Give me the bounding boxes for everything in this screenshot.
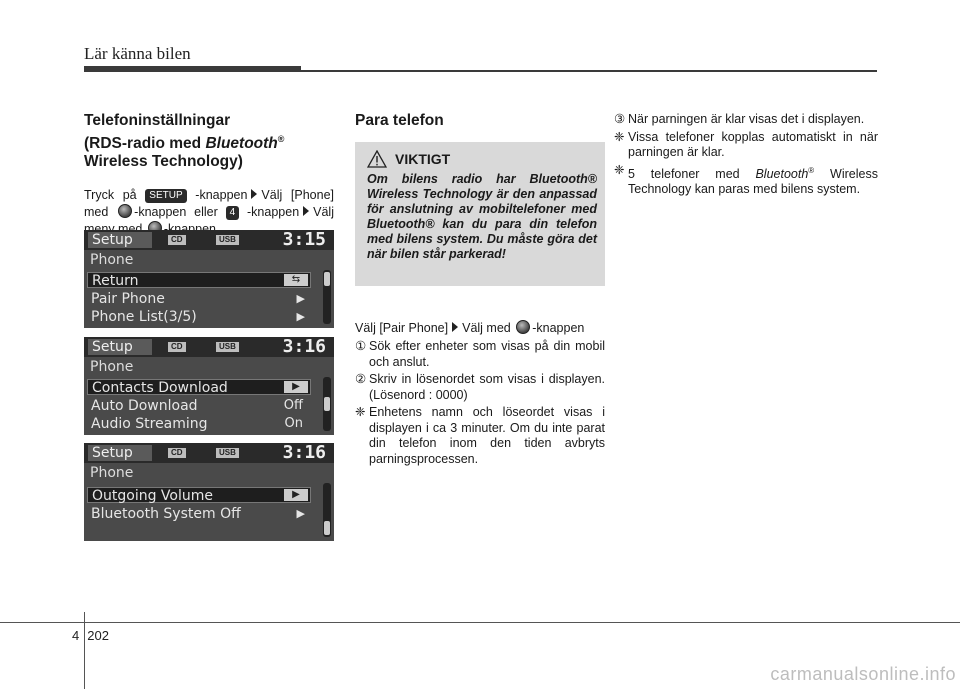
cd-indicator: CD bbox=[168, 342, 186, 352]
menu-item-outgoing-volume[interactable]: Outgoing Volume ▶ bbox=[87, 487, 311, 503]
warning-text: Om bilens radio har Bluetooth® Wireless Technology är den anpassad för anslutning av mobiltelefoner med Bluetooth® kan du para din telefon med bilens system. Du måste göra det när bilen står parkerad! bbox=[367, 172, 597, 261]
audio-streaming-value: On bbox=[284, 416, 303, 431]
screen-title: Setup bbox=[88, 339, 152, 355]
screen-title: Setup bbox=[88, 232, 152, 248]
menu-item-return[interactable]: Return ⇆ bbox=[87, 272, 311, 288]
chevron-right-icon: ▶ bbox=[296, 292, 305, 305]
screen-phone-menu-3 bbox=[84, 443, 334, 541]
cd-indicator: CD bbox=[168, 448, 186, 458]
watermark: carmanualsonline.info bbox=[770, 664, 956, 684]
pair-note: ❈ Enhetens namn och löseordet visas i displayen i ca 3 minuter. Om du inte parat din telefon inom den tiden avbryts parningsprocessen. bbox=[355, 405, 605, 466]
key-4-icon: 4 bbox=[226, 206, 240, 220]
arrow-right-icon bbox=[251, 189, 257, 199]
usb-indicator: USB bbox=[216, 448, 239, 458]
screen-clock: 3:16 bbox=[282, 443, 326, 463]
menu-item-audio-streaming[interactable]: Audio Streaming On bbox=[91, 416, 303, 432]
page-number: 4 202 bbox=[72, 628, 109, 643]
warning-heading: VIKTIGT bbox=[367, 150, 597, 168]
settings-title bbox=[84, 112, 334, 171]
footer-rule bbox=[0, 622, 960, 623]
arrow-right-icon bbox=[452, 322, 458, 332]
menu-item-auto-download[interactable]: Auto Download Off bbox=[91, 398, 303, 414]
screen-phone-menu-1 bbox=[84, 230, 334, 328]
usb-indicator: USB bbox=[216, 235, 239, 245]
bluetooth-word: Bluetooth bbox=[205, 135, 278, 153]
settings-intro: Tryck på SETUP -knappen Välj [Phone] med -knappen eller 4 -knappen Välj bbox=[84, 187, 334, 238]
phone-limit-note: ❈ 5 telefoner med Bluetooth® Wireless Technology kan paras med bilens system. bbox=[614, 162, 878, 197]
menu-item-bluetooth-system-off[interactable]: Bluetooth System Off ▶ bbox=[91, 506, 305, 522]
usb-indicator: USB bbox=[216, 342, 239, 352]
settings-title-line2: (RDS-radio med Bluetooth® bbox=[84, 134, 285, 153]
pair-title: Para telefon bbox=[355, 112, 444, 129]
menu-item-contacts-download[interactable]: Contacts Download ▶ bbox=[87, 379, 311, 395]
pair-continued-section bbox=[614, 112, 878, 198]
header-rule-thick bbox=[84, 66, 301, 72]
screen-title: Setup bbox=[88, 445, 152, 461]
warning-box bbox=[355, 142, 605, 286]
scrollbar[interactable] bbox=[323, 377, 331, 431]
screen-subtitle: Phone bbox=[90, 359, 134, 375]
page-header-title: Lär känna bilen bbox=[84, 44, 191, 63]
pair-step-1: ① Sök efter enheter som visas på din mobil och anslut. bbox=[355, 339, 605, 369]
chevron-right-icon: ▶ bbox=[296, 310, 305, 323]
screen-clock: 3:15 bbox=[282, 230, 326, 250]
settings-title-line3: Wireless Technology) bbox=[84, 153, 243, 171]
chevron-right-icon: ▶ bbox=[284, 381, 308, 393]
knob-icon bbox=[118, 204, 132, 218]
scrollbar[interactable] bbox=[323, 483, 331, 537]
pair-step-3: ③ När parningen är klar visas det i displayen. bbox=[614, 112, 865, 126]
auto-connect-note: ❈ Vissa telefoner kopplas automatiskt in när parningen är klar. bbox=[614, 129, 878, 159]
return-icon: ⇆ bbox=[284, 274, 308, 286]
footer-tick bbox=[84, 612, 85, 689]
chevron-right-icon: ▶ bbox=[284, 489, 308, 501]
knob-icon bbox=[516, 320, 530, 334]
screen-subtitle: Phone bbox=[90, 252, 134, 268]
arrow-right-icon bbox=[303, 206, 309, 216]
pair-instruction: Välj [Pair Phone] Välj med -knappen bbox=[355, 321, 585, 335]
screen-phone-menu-2 bbox=[84, 337, 334, 435]
chevron-right-icon: ▶ bbox=[296, 507, 305, 520]
pair-step-2: ② Skriv in lösenordet som visas i displayen. (Lösenord : 0000) bbox=[355, 372, 605, 402]
screen-clock: 3:16 bbox=[282, 337, 326, 357]
warning-icon bbox=[367, 150, 387, 168]
settings-section bbox=[84, 112, 334, 238]
cd-indicator: CD bbox=[168, 235, 186, 245]
menu-item-phone-list[interactable]: Phone List(3/5) ▶ bbox=[91, 309, 305, 325]
pair-section bbox=[355, 112, 605, 467]
setup-key-icon: SETUP bbox=[145, 189, 186, 203]
scrollbar-thumb[interactable] bbox=[324, 272, 330, 286]
menu-item-pair-phone[interactable]: Pair Phone ▶ bbox=[91, 291, 305, 307]
header-rule-thin bbox=[301, 70, 877, 72]
screen-subtitle: Phone bbox=[90, 465, 134, 481]
scrollbar-thumb[interactable] bbox=[324, 521, 330, 535]
auto-download-value: Off bbox=[283, 398, 303, 413]
settings-title-line1: Telefoninställningar bbox=[84, 112, 231, 129]
scrollbar-thumb[interactable] bbox=[324, 397, 330, 411]
scrollbar[interactable] bbox=[323, 270, 331, 324]
